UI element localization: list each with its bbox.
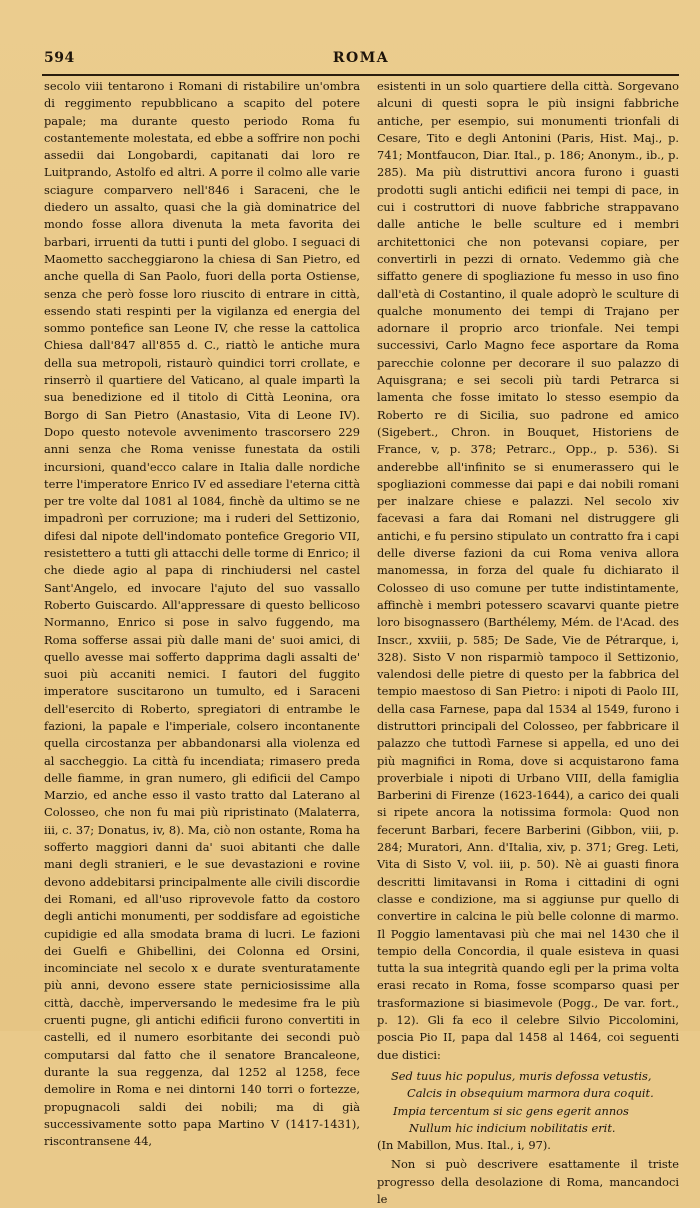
verse-line: Impia tercentum si sic gens egerit annos (393, 1103, 629, 1118)
verse-citation: (In Mabillon, Mus. Ital., i, 97). (377, 1138, 551, 1153)
page-header (44, 50, 678, 70)
verse-block (377, 1068, 679, 1154)
verse-line: Nullum hic indicium nobilitatis erit. (409, 1120, 616, 1135)
header-rule (42, 74, 679, 76)
right-paragraph-2: Non si può descrivere esattamente il triste progresso della desolazione di Roma, mancandoci le (377, 1157, 679, 1206)
right-column (377, 78, 679, 1208)
verse-line: Calcis in obsequium marmora dura coquit. (407, 1086, 654, 1101)
verse-line: Sed tuus hic populus, muris defossa vetustis, (391, 1068, 652, 1083)
running-title: ROMA (332, 50, 390, 66)
left-column (44, 78, 360, 1150)
right-paragraph-1: esistenti in un solo quartiere della città. Sorgevano alcuni di questi sopra le più insigni fabbriche antiche, per esempio, sui monumenti trionfali di Cesare, Tito e degli Antonini (Paris, Hist. Maj., p. 741; Montfaucon, Diar. Ital., p. 186; Anonym., ib., p. 285). Ma più distruttivi ancora furono i guasti prodotti sugli antichi edificii nei tempi di pace, in cui i costruttori di nuove fabbriche strappavano dalle antiche le belle sculture ed i membri architettonici che non potevansi copiare, per convertirli in pezzi di ornato. Vedemmo già che siffatto genere di spogliazione fu messo in uso fino dall'età di Costantino, il quale adoprò le sculture di qualche monumento dei tempi di Trajano per adornare il proprio arco trionfale. Nei tempi successivi, Carlo Magno fece asportare da Roma parecchie colonne per decorare il suo palazzo di Aquisgrana; e sei secoli più tardi Petrarca si lamenta che fosse imitato lo stesso esempio da Roberto re di Sicilia, suo padrone ed amico (Sigebert., Chron. in Bouquet, Historiens de France, v, p. 378; Petrarc., Opp., p. 536). Si anderebbe all'infinito se si enumerassero qui le spogliazioni commesse dai papi e dai nobili romani per inalzare chiese e palazzi. Nel secolo xiv facevasi a fara dai Romani nel distruggere gli antichi, e fu persino stipulato un contratto fra i capi delle diverse fazioni da cui Roma veniva allora manomessa, in forza del quale fu dichiarato il Colosseo di uso comune per tutte indistintamente, affinchè i membri potessero scavarvi quante pietre loro bisognassero (Barthélemy, Mém. de l'Acad. des Inscr., xxviii, p. 585; De Sade, Vie de Pétrarque, i, 328). Sisto V non risparmiò tampoco il Settizonio, valendosi delle pietre di questo per la fabbrica del tempio maestoso di San Pietro: i nipoti di Paolo III, della casa Farnese, papa dal 1534 al 1549, furono i distruttori principali del Colosseo, per fabbricare il palazzo che tuttodì Farnese si appella, ed uno dei più magnifici in Roma, dove si acquistarono fama proverbiale i nipoti di Urbano VIII, della famiglia Barberini di Firenze (1623-1644), a carico dei quali si ripete ancora la notissima formola: Quod non fecerunt Barbari, fecere Barberini (Gibbon, viii, p. 284; Muratori, Ann. d'Italia, xiv, p. 371; Greg. Leti, Vita di Sisto V, vol. iii, p. 50). Nè ai guasti finora descritti limitavansi in Roma i cittadini di ogni classe e condizione, ma si aggiunse pur quello di convertire in calcina le più belle colonne di marmo. Il Poggio lamentavasi più che mai nel 1430 che il tempio della Concordia, il quale esisteva in quasi tutta la sua integrità quando egli per la prima volta erasi recato in Roma, fosse scomparso quasi per trasformazione si biasimevole (Pogg., De var. fort., p. 12). Gli fa eco il celebre Silvio Piccolomini, poscia Pio II, papa dal 1458 al 1464, coi seguenti due distici: (377, 79, 679, 1062)
left-column-text: secolo viii tentarono i Romani di ristabilire un'ombra di reggimento repubblicano a scapito del potere papale; ma durante questo periodo Roma fu costantemente molestata, ed ebbe a soffrire non pochi assedii dai Longobardi, capitanati dai loro re Luitprando, Astolfo ed altri. A porre il colmo alle varie sciagure comparvero nell'846 i Saraceni, che le diedero un assalto, quasi che la già dominatrice del mondo fosse allora divenuta la meta favorita dei barbari, irruenti da tutti i punti del globo. I seguaci di Maometto saccheggiarono la chiesa di San Pietro, ed anche quella di San Paolo, fuori della porta Ostiense, senza che però fosse loro riuscito di entrare in città, essendo stati respinti per la vigilanza ed energia del sommo pontefice san Leone IV, che resse la cattolica Chiesa dall'847 all'855 d. C., riattò le antiche mura della sua metropoli, ristaurò quindici torri crollate, e rinserrò il quartiere del Vaticano, al quale impartì la sua benedizione ed il titolo di Città Leonina, ora Borgo di San Pietro (Anastasio, Vita di Leone IV). Dopo questo notevole avvenimento trascorsero 229 anni senza che Roma venisse funestata da ostili incursioni, quand'ecco calare in Italia dalle nordiche terre l'imperatore Enrico IV ed assediare l'eterna città per tre volte dal 1081 al 1084, finchè da ultimo se ne impadronì per corruzione; ma i ruderi del Settizonio, difesi dal nipote dell'indomato pontefice Gregorio VII, resistettero a tutti gli attacchi delle torme di Enrico; il che diede agio al papa di rinchiudersi nel castel Sant'Angelo, ed invocare l'ajuto del suo vassallo Roberto Guiscardo. All'appressare di questo bellicoso Normanno, Enrico si pose in salvo fuggendo, ma Roma soffersе assai più dalle mani de' suoi amici, di quello avesse mai sofferto dapprima dagli assalti de' suoi più accaniti nemici. I fautori del fuggito imperatore suscitarono un tumulto, ed i Saraceni dell'esercito di Roberto, spregiatori di entrambe le fazioni, la papale e l'imperiale, colsero incontanente quella circostanza per abbandonarsi alla violenza ed al saccheggio. La città fu incendiata; rimasero preda delle fiamme, in gran numero, gli edificii del Campo Marzio, ed anche esso il vasto tratto dal Laterano al Colosseo, che non fu mai più ripristinato (Malaterra, iii, c. 37; Donatus, iv, 8). Ma, ciò non ostante, Roma ha sofferto maggiori danni da' suoi abitanti che dalle mani degli stranieri, e le sue devastazioni e rovine devono addebitarsi principalmente alle civili discordie dei Romani, ed all'uso riprovevole fatto da costoro degli antichi monumenti, per soddisfare ad egoistiche cupidigie ed alla smodata brama di lucri. Le fazioni dei Guelfi e Ghibellini, dei Colonna ed Orsini, incominciate nel secolo x e durate sventuratamente più anni, devono essere state perniciosissime alla città, dacchè, imperversando le medesime fra le più cruenti pugne, gli antichi edificii furono convertiti in castelli, ed il numero esorbitante dei secondi può computarsi dal fatto che il senatore Brancaleone, durante la sua reggenza, dal 1252 al 1258, fece demolire in Roma e nei dintorni 140 torri o fortezze, propugnacoli saldi dei nobili; ma di già successivamente sotto papa Martino V (1417-1431), riscontransene 44, (44, 79, 360, 1149)
page-number: 594 (44, 50, 75, 66)
